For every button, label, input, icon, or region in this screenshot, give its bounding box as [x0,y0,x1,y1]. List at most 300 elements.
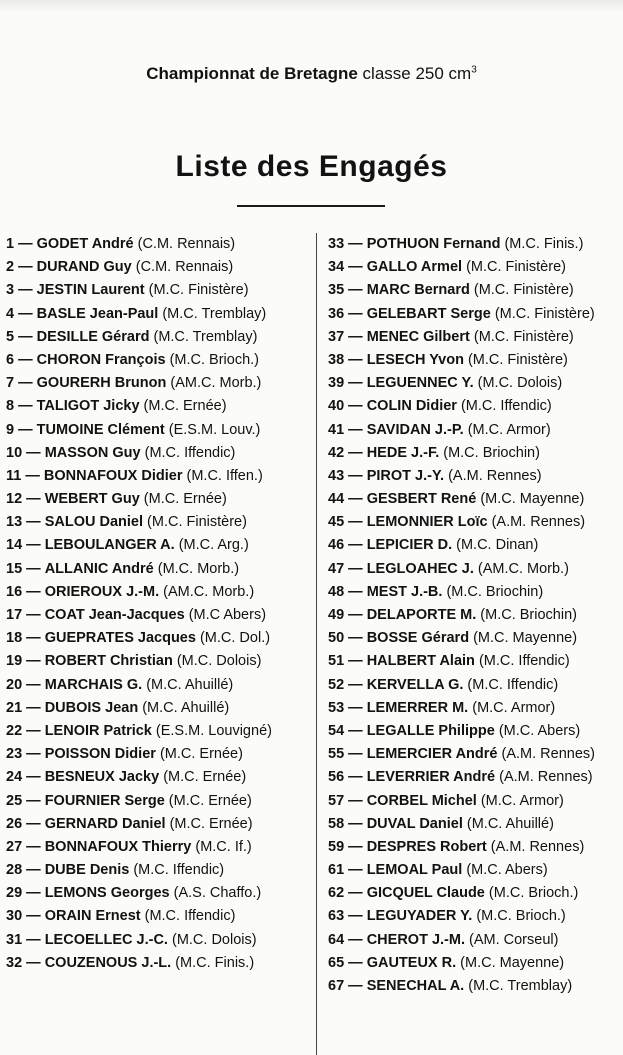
entry-separator: — [26,699,41,716]
entry-separator: — [26,908,41,925]
entry-separator: — [348,769,363,786]
entry-number: 20 [6,676,23,693]
entry-separator: — [25,467,40,484]
entry-rider-name: LEMERRER M. [366,699,469,716]
entry-rider-name: JESTIN Laurent [36,282,145,299]
entry-rider-name: LEMONS Georges [44,885,170,902]
entry-club: (M.C. If.) [195,838,252,855]
entry-separator: — [348,931,363,948]
entry-rider-name: HALBERT Alain [366,653,475,670]
entry-rider-name: DUBE Denis [44,862,130,879]
entry-rider-name: TUMOINE Clément [36,421,165,438]
entry-number: 1 [6,236,15,252]
entry-number: 56 [328,769,345,786]
entry-club: (C.M. Rennais) [135,259,234,276]
entry-rider-name: LEGUENNEC Y. [366,375,474,392]
entry-separator: — [348,467,363,484]
entry-row [6,372,311,395]
entry-rider-name: DELAPORTE M. [366,607,477,623]
entry-row [6,905,311,928]
entry-row [328,465,623,488]
entry-separator: — [348,537,363,554]
entry-number: 28 [6,862,23,879]
entry-row [328,604,623,627]
entry-row [6,256,311,279]
entry-separator: — [26,444,41,461]
entry-rider-name: POTHUON Fernand [366,236,501,252]
entry-separator: — [26,676,41,693]
entry-rider-name: CORBEL Michel [366,792,477,809]
entry-separator: — [18,236,33,252]
entry-rider-name: GOURERH Brunon [36,375,167,392]
entry-rider-name: LEGUYADER Y. [366,908,473,925]
entry-club: (M.C. Briochin) [443,444,540,461]
entry-number: 26 [6,815,23,832]
entry-club: (M.C. Finis.) [175,954,255,971]
entry-row [328,534,623,557]
entry-row [6,558,311,581]
entry-row [6,720,311,743]
entry-row [6,650,311,673]
entry-club: (C.M. Rennais) [137,236,236,252]
entry-number: 64 [328,931,345,948]
entry-rider-name: COLIN Didier [366,398,457,415]
entry-rider-name: LEMOAL Paul [366,862,463,879]
entry-club: (M.C. Abers) [498,722,581,739]
entry-number: 12 [6,491,23,508]
entry-club: (M.C. Mayenne) [480,491,585,508]
entry-rider-name: GICQUEL Claude [366,885,485,902]
entry-number: 7 [6,375,15,392]
entry-rider-name: DURAND Guy [36,259,132,276]
entry-separator: — [18,375,33,392]
entry-row [6,465,311,488]
entry-number: 46 [328,537,345,554]
entry-rider-name: GELEBART Serge [366,305,491,322]
entry-club: (M.C. Ahuillé) [466,815,554,832]
entry-number: 37 [328,328,345,345]
entry-row [6,349,311,372]
entry-separator: — [348,630,363,647]
entry-number: 51 [328,653,345,670]
entry-rider-name: MARC Bernard [366,282,470,299]
entry-separator: — [26,583,41,600]
entry-club: (M.C. Ernée) [143,491,227,508]
column-divider [316,233,317,1055]
entry-rider-name: DUBOIS Jean [44,699,139,716]
entry-rider-name: LEMONNIER Loïc [366,514,488,531]
entry-number: 30 [6,908,23,925]
entry-separator: — [348,746,363,763]
entry-row [6,303,311,326]
entry-rider-name: LEPICIER D. [366,537,453,554]
entry-club: (M.C Abers) [188,607,267,623]
entry-row [328,326,623,349]
entry-rider-name: TALIGOT Jicky [36,398,140,415]
entry-number: 23 [6,746,23,763]
entry-number: 24 [6,769,23,786]
entry-club: (M.C. Brioch.) [488,885,579,902]
entry-rider-name: SENECHAL A. [366,978,465,994]
entry-row [328,395,623,418]
entry-separator: — [348,792,363,809]
entry-club: (AM.C. Morb.) [477,560,569,577]
entry-rider-name: MASSON Guy [44,444,141,461]
entry-number: 27 [6,838,23,855]
entry-number: 39 [328,375,345,392]
entry-row [328,511,623,534]
entry-number: 61 [328,862,345,879]
entry-number: 45 [328,514,345,531]
entry-rider-name: ALLANIC André [44,560,154,577]
entry-club: (A.M. Rennes) [499,769,593,786]
entry-number: 54 [328,722,345,739]
entry-club: (M.C. Ahuillé) [146,676,234,693]
entry-row [6,790,311,813]
entry-club: (A.M. Rennes) [490,838,585,855]
entry-row [6,882,311,905]
entry-number: 48 [328,583,345,600]
entry-row [328,975,623,998]
entry-separator: — [18,421,33,438]
entry-club: (A.M. Rennes) [491,514,586,531]
entry-row [6,488,311,511]
entry-row [328,674,623,697]
entry-club: (M.C. Ernée) [168,792,252,809]
entry-separator: — [348,375,363,392]
entry-rider-name: WEBERT Guy [44,491,140,508]
entry-row [328,766,623,789]
entry-number: 17 [6,607,23,623]
entry-separator: — [18,351,33,368]
entry-rider-name: MENEC Gilbert [366,328,470,345]
entry-rider-name: DESILLE Gérard [36,328,150,345]
entry-number: 25 [6,792,23,809]
championship-name: Championnat de Bretagne [146,64,358,83]
entry-club: (M.C. Finistère) [467,351,568,368]
entry-number: 33 [328,236,345,252]
entry-club: (M.C. Iffen.) [186,467,263,484]
entry-number: 19 [6,653,23,670]
entry-number: 3 [6,282,15,299]
entry-row [328,233,623,256]
entry-club: (M.C. Finistère) [473,328,574,345]
entry-separator: — [348,607,363,623]
entry-club: (M.C. Dolois) [477,375,563,392]
entry-number: 42 [328,444,345,461]
entry-club: (M.C. Armor) [467,421,551,438]
entry-separator: — [26,954,41,971]
entry-row [328,952,623,975]
entry-rider-name: MARCHAIS G. [44,676,143,693]
entry-number: 16 [6,583,23,600]
entry-club: (M.C. Iffendic) [144,908,236,925]
entry-separator: — [348,514,363,531]
entry-club: (M.C. Tremblay) [162,305,267,322]
entry-rider-name: ROBERT Christian [44,653,173,670]
entry-row [328,650,623,673]
entry-club: (M.C. Iffendic) [467,676,559,693]
entry-club: (M.C. Iffendic) [478,653,570,670]
entry-row [328,279,623,302]
entry-number: 44 [328,491,345,508]
entry-club: (M.C. Morb.) [157,560,240,577]
entry-rider-name: CHEROT J.-M. [366,931,465,948]
entry-club: (M.C. Dolois) [172,931,257,948]
entry-club: (M.C. Mayenne) [473,630,578,647]
entry-separator: — [26,537,41,554]
entry-rider-name: ORIEROUX J.-M. [44,583,160,600]
entry-separator: — [348,815,363,832]
entry-club: (E.S.M. Louvigné) [155,722,272,739]
entry-club: (M.C. Finis.) [504,236,584,252]
entry-separator: — [348,908,363,925]
entry-club: (M.C. Iffendic) [460,398,552,415]
entry-club: (M.C. Briochin) [480,607,577,623]
entry-rider-name: BONNAFOUX Didier [43,467,183,484]
entry-club: (AM.C. Morb.) [163,583,255,600]
entry-row [6,395,311,418]
entry-rider-name: PIROT J.-Y. [366,467,445,484]
entry-number: 43 [328,467,345,484]
entry-number: 53 [328,699,345,716]
entry-rider-name: HEDE J.-F. [366,444,440,461]
entry-separator: — [348,351,363,368]
entry-number: 40 [328,398,345,415]
entry-separator: — [26,722,41,739]
entry-rider-name: GALLO Armel [366,259,463,276]
entry-number: 31 [6,931,23,948]
entry-rider-name: LEVERRIER André [366,769,496,786]
entry-number: 52 [328,676,345,693]
entry-club: (A.M. Rennes) [501,746,595,763]
entry-number: 49 [328,607,345,623]
entry-rider-name: LESECH Yvon [366,351,464,368]
entry-separator: — [348,978,363,994]
entry-row [6,952,311,975]
entry-rider-name: LECOELLEC J.-C. [44,931,168,948]
entry-row [6,326,311,349]
entry-number: 62 [328,885,345,902]
entry-club: (M.C. Mayenne) [460,954,565,971]
page-top-edge [0,0,623,12]
entry-number: 57 [328,792,345,809]
entry-club: (M.C. Brioch.) [476,908,566,925]
entry-rider-name: LENOIR Patrick [44,722,152,739]
entry-club: (M.C. Armor) [480,792,564,809]
entry-number: 34 [328,259,345,276]
entry-number: 8 [6,398,15,415]
entry-separator: — [348,421,363,438]
entry-club: (M.C. Dinan) [456,537,539,554]
entry-separator: — [348,398,363,415]
entry-number: 4 [6,305,15,322]
entry-number: 6 [6,351,15,368]
entry-club: (M.C. Tremblay) [153,328,258,345]
entry-club: (M.C. Ernée) [163,769,247,786]
entry-separator: — [348,491,363,508]
entry-club: (M.C. Iffendic) [144,444,236,461]
entry-separator: — [348,862,363,879]
entry-number: 18 [6,630,23,647]
entry-club: (M.C. Ernée) [169,815,253,832]
entry-separator: — [348,954,363,971]
entry-rider-name: BESNEUX Jacky [44,769,160,786]
entry-rider-name: BOSSE Gérard [366,630,470,647]
entry-rider-name: GODET André [36,236,134,252]
entry-number: 2 [6,259,15,276]
entry-separator: — [26,607,41,623]
entry-rider-name: GERNARD Daniel [44,815,166,832]
entry-row [328,697,623,720]
entry-row [6,813,311,836]
entry-club: (M.C. Dol.) [199,630,271,647]
entry-row [328,256,623,279]
entry-club: (M.C. Finistère) [147,514,247,531]
entry-separator: — [348,676,363,693]
entry-separator: — [26,653,41,670]
entry-row [6,604,311,627]
entry-row [6,674,311,697]
entry-club: (M.C. Brioch.) [169,351,260,368]
entry-number: 13 [6,514,23,531]
entry-number: 9 [6,421,15,438]
entry-separator: — [26,862,41,879]
entry-number: 21 [6,699,23,716]
entry-separator: — [348,838,363,855]
entry-club: (M.C. Ahuillé) [142,699,230,716]
entry-rider-name: CHORON François [36,351,166,368]
entry-separator: — [26,838,41,855]
entry-row [328,882,623,905]
entry-number: 15 [6,560,23,577]
entry-row [328,813,623,836]
entry-row [328,859,623,882]
entry-rider-name: GESBERT René [366,491,477,508]
entry-club: (M.C. Armor) [472,699,556,716]
entry-rider-name: LEGLOAHEC J. [366,560,474,577]
entry-separator: — [18,328,33,345]
entry-separator: — [26,491,41,508]
entry-rider-name: LEGALLE Philippe [366,722,495,739]
entry-number: 29 [6,885,23,902]
entry-rider-name: POISSON Didier [44,746,156,763]
entry-separator: — [26,792,41,809]
entry-number: 11 [6,467,22,484]
entry-number: 32 [6,954,23,971]
entry-rider-name: SAVIDAN J.-P. [366,421,464,438]
list-title: Liste des Engagés [175,150,448,183]
unit-superscript: 3 [471,64,477,76]
left-column-entries [6,233,311,975]
entry-number: 50 [328,630,345,647]
entry-club: (M.C. Arg.) [178,537,249,554]
entry-rider-name: MEST J.-B. [366,583,443,600]
entry-row [328,836,623,859]
entry-row [328,488,623,511]
entry-row [328,349,623,372]
entry-row [328,303,623,326]
entry-separator: — [26,885,41,902]
entry-separator: — [18,398,33,415]
entry-number: 65 [328,954,345,971]
entry-row [328,442,623,465]
entry-number: 36 [328,305,345,322]
entry-club: (M.C. Finistère) [466,259,566,276]
entry-club: (M.C. Tremblay) [468,978,573,994]
entry-number: 67 [328,978,345,994]
entry-club: (M.C. Finistère) [494,305,595,322]
entry-club: (M.C. Finistère) [148,282,249,299]
entry-club: (M.C. Dolois) [176,653,262,670]
entry-rider-name: DUVAL Daniel [366,815,463,832]
entry-rider-name: SALOU Daniel [44,514,143,531]
entry-club: (M.C. Finistère) [473,282,574,299]
entry-club: (A.S. Chaffo.) [173,885,262,902]
entry-separator: — [18,282,33,299]
entry-separator: — [348,653,363,670]
right-column-entries [328,233,623,998]
entry-number: 47 [328,560,345,577]
entry-row [328,581,623,604]
entry-club: (M.C. Abers) [466,862,548,879]
entry-separator: — [348,699,363,716]
entry-row [6,929,311,952]
entry-number: 10 [6,444,23,461]
entry-row [328,558,623,581]
entry-separator: — [26,769,41,786]
entry-separator: — [26,560,41,577]
entry-club: (M.C. Ernée) [143,398,227,415]
entry-row [6,859,311,882]
entry-row [6,534,311,557]
entry-club: (AM.C. Morb.) [170,375,262,392]
entry-row [6,766,311,789]
entry-club: (A.M. Rennes) [448,467,542,484]
entry-number: 22 [6,722,23,739]
entry-rider-name: FOURNIER Serge [44,792,165,809]
entry-club: (M.C. Briochin) [446,583,544,600]
entry-separator: — [348,259,363,276]
entry-row [6,511,311,534]
entry-rider-name: LEMERCIER André [366,746,498,763]
entry-separator: — [348,885,363,902]
entry-separator: — [348,305,363,322]
entry-separator: — [348,444,363,461]
entry-row [328,419,623,442]
entry-number: 55 [328,746,345,763]
entry-rider-name: COAT Jean-Jacques [44,607,185,623]
entry-number: 14 [6,537,23,554]
entry-separator: — [348,282,363,299]
entry-number: 35 [328,282,345,299]
entry-separator: — [348,236,363,252]
entry-separator: — [348,722,363,739]
entry-row [328,627,623,650]
entry-number: 41 [328,421,345,438]
entry-rider-name: GAUTEUX R. [366,954,457,971]
entry-number: 58 [328,815,345,832]
entry-row [6,233,311,256]
entry-row [6,442,311,465]
entry-row [6,627,311,650]
entry-separator: — [348,560,363,577]
entry-rider-name: ORAIN Ernest [44,908,141,925]
entry-row [328,905,623,928]
entry-separator: — [26,514,41,531]
entry-row [328,743,623,766]
entry-row [6,697,311,720]
